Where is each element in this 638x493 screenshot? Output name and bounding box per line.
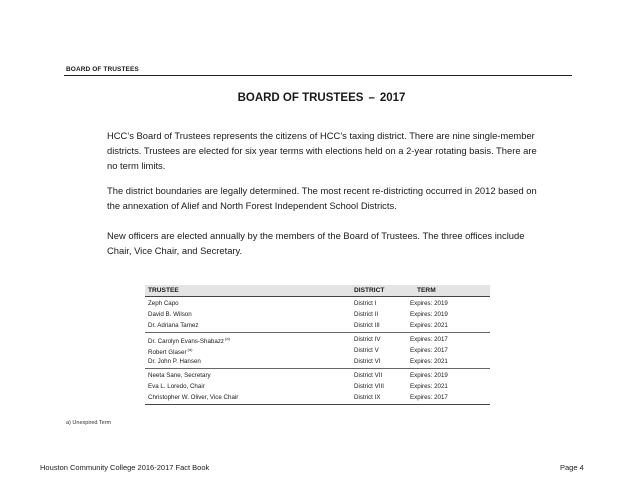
trustee-district: District V [354,347,379,354]
trustee-group-2 [145,333,490,369]
header-term: TERM [417,287,436,294]
table-row [145,356,490,367]
table-row [145,345,490,356]
trustee-name: Robert Glaser [148,349,187,356]
trustee-term: Expires: 2017 [410,336,448,343]
paragraph-district-boundaries: The district boundaries are legally determined. The most recent re-districting occurred in 2012 based on the annexation of Alief and North Forest Independent School Districts. [107,185,537,211]
trustee-term: Expires: 2019 [410,311,448,318]
trustee-district: District VI [354,358,381,365]
trustee-name: Dr. Adriana Tamez [148,322,199,329]
table-header [145,285,490,297]
header-rule [64,75,572,76]
title-separator: – [368,92,375,104]
header-district: DISTRICT [354,287,385,294]
trustee-name: Christopher W. Oliver, Vice Chair [148,394,239,401]
table-row [145,381,490,392]
trustee-name-cell [148,336,230,345]
trustee-name: Dr. Carolyn Evans-Shabazz [148,338,225,345]
trustee-district: District I [354,300,377,307]
section-header: BOARD OF TRUSTEES [66,66,139,73]
trustee-term: Expires: 2017 [410,394,448,401]
trustee-district: District IX [354,394,381,401]
trustee-term: Expires: 2019 [410,372,448,379]
trustee-district: District II [354,311,379,318]
trustee-term: Expires: 2021 [410,322,448,329]
table-row [145,309,490,320]
paragraph-board-description: HCC’s Board of Trustees represents the citizens of HCC’s taxing district. There are nine single-member districts. Trustees are elected for six year terms with elections held on a 2-year rotating basis. There are no term limits. [107,130,537,171]
title-year: 2017 [379,92,406,104]
trustee-name-cell [148,347,192,356]
page-title [0,92,638,104]
trustee-term: Expires: 2021 [410,358,448,365]
trustee-group-1 [145,297,490,333]
table-row [145,298,490,309]
trustee-term: Expires: 2021 [410,383,448,390]
trustee-term: Expires: 2019 [410,300,448,307]
trustee-name: David B. Wilson [148,311,192,318]
trustee-name: Eva L. Loredo, Chair [148,383,205,390]
footnote: a) Unexpired Term [66,420,112,426]
trustee-term: Expires: 2017 [410,347,448,354]
title-main: BOARD OF TRUSTEES [237,92,364,104]
paragraph-officers: New officers are elected annually by the members of the Board of Trustees. The three offices include Chair, Vice Chair, and Secretary. [107,230,525,256]
trustee-district: District IV [354,336,381,343]
trustee-name: Neeta Sane, Secretary [148,372,211,379]
trustees-table [145,285,490,405]
unexpired-term-mark: (a) [187,347,193,352]
unexpired-term-mark: (a) [225,336,230,341]
footer-publication: Houston Community College 2016-2017 Fact Book [40,463,210,472]
table-row [145,320,490,331]
trustee-district: District VIII [354,383,384,390]
trustee-group-3 [145,369,490,405]
table-row [145,392,490,403]
footer-page-number: Page 4 [560,463,584,472]
header-trustee: TRUSTEE [148,287,179,294]
table-row [145,370,490,381]
trustee-district: District VII [354,372,383,379]
trustee-name: Zeph Capo [148,300,179,307]
trustee-name: Dr. John P. Hansen [148,358,201,365]
table-row [145,334,490,345]
trustee-district: District III [354,322,380,329]
